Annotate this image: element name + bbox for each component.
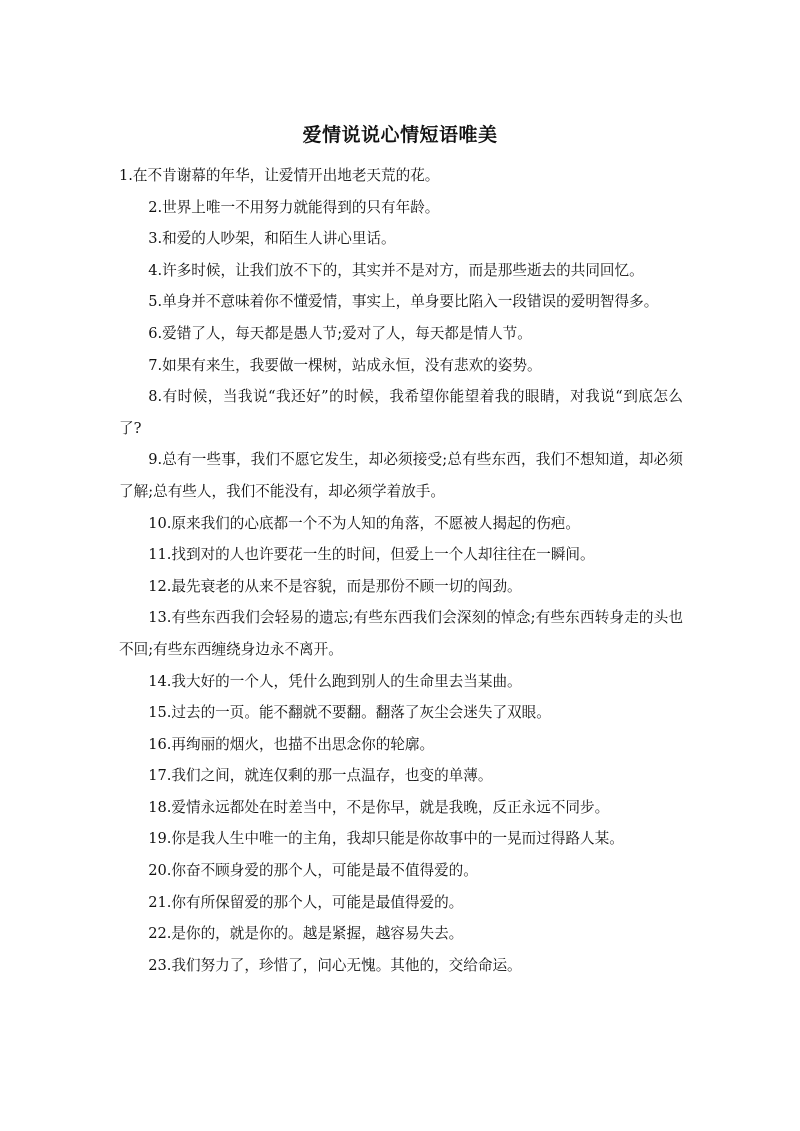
paragraph: 15.过去的一页。能不翻就不要翻。翻落了灰尘会迷失了双眼。 bbox=[148, 704, 551, 722]
paragraph: 14.我大好的一个人，凭什么跑到别人的生命里去当某曲。 bbox=[148, 672, 522, 690]
paragraph: 4.许多时候，让我们放不下的，其实并不是对方，而是那些逝去的共同回忆。 bbox=[148, 261, 644, 279]
document-title: 爱情说说心情短语唯美 bbox=[302, 124, 498, 146]
paragraph: 8.有时候，当我说“我还好”的时候，我希望你能望着我的眼睛，对我说“到底怎么了? bbox=[119, 388, 683, 437]
paragraph: 12.最先衰老的从来不是容貌，而是那份不顾一切的闯劲。 bbox=[148, 577, 522, 595]
paragraph: 17.我们之间，就连仅剩的那一点温存，也变的单薄。 bbox=[148, 767, 493, 785]
paragraph: 21.你有所保留爱的那个人，可能是最值得爱的。 bbox=[148, 893, 464, 911]
paragraph: 16.再绚丽的烟火，也描不出思念你的轮廓。 bbox=[148, 735, 435, 753]
paragraph: 23.我们努力了，珍惜了，问心无愧。其他的，交给命运。 bbox=[148, 956, 522, 974]
paragraph: 6.爱错了人，每天都是愚人节;爱对了人，每天都是情人节。 bbox=[148, 324, 532, 342]
paragraph: 7.如果有来生，我要做一棵树，站成永恒，没有悲欢的姿势。 bbox=[148, 356, 542, 374]
paragraph: 20.你奋不顾身爱的那个人，可能是最不值得爱的。 bbox=[148, 862, 478, 880]
paragraph: 19.你是我人生中唯一的主角，我却只能是你故事中的一晃而过得路人某。 bbox=[148, 830, 624, 848]
paragraph: 9.总有一些事，我们不愿它发生，却必须接受;总有些东西，我们不想知道，却必须了解;总有些人，我们不能没有，却必须学着放手。 bbox=[119, 451, 683, 500]
paragraph: 2.世界上唯一不用努力就能得到的只有年龄。 bbox=[148, 198, 440, 216]
document-body bbox=[119, 160, 683, 981]
paragraph: 11.找到对的人也许要花一生的时间，但爱上一个人却往往在一瞬间。 bbox=[148, 546, 595, 564]
paragraph: 1.在不肯谢幕的年华，让爱情开出地老天荒的花。 bbox=[119, 167, 440, 184]
paragraph: 10.原来我们的心底都一个不为人知的角落，不愿被人揭起的伤疤。 bbox=[148, 514, 581, 532]
paragraph: 5.单身并不意味着你不懂爱情，事实上，单身要比陷入一段错误的爱明智得多。 bbox=[148, 293, 659, 311]
paragraph: 3.和爱的人吵架，和陌生人讲心里话。 bbox=[148, 230, 396, 248]
paragraph: 22.是你的，就是你的。越是紧握，越容易失去。 bbox=[148, 925, 464, 943]
paragraph: 18.爱情永远都处在时差当中，不是你早，就是我晚，反正永远不同步。 bbox=[148, 798, 610, 816]
paragraph: 13.有些东西我们会轻易的遗忘;有些东西我们会深刻的悼念;有些东西转身走的头也不回;有些东西缠绕身边永不离开。 bbox=[119, 609, 683, 658]
